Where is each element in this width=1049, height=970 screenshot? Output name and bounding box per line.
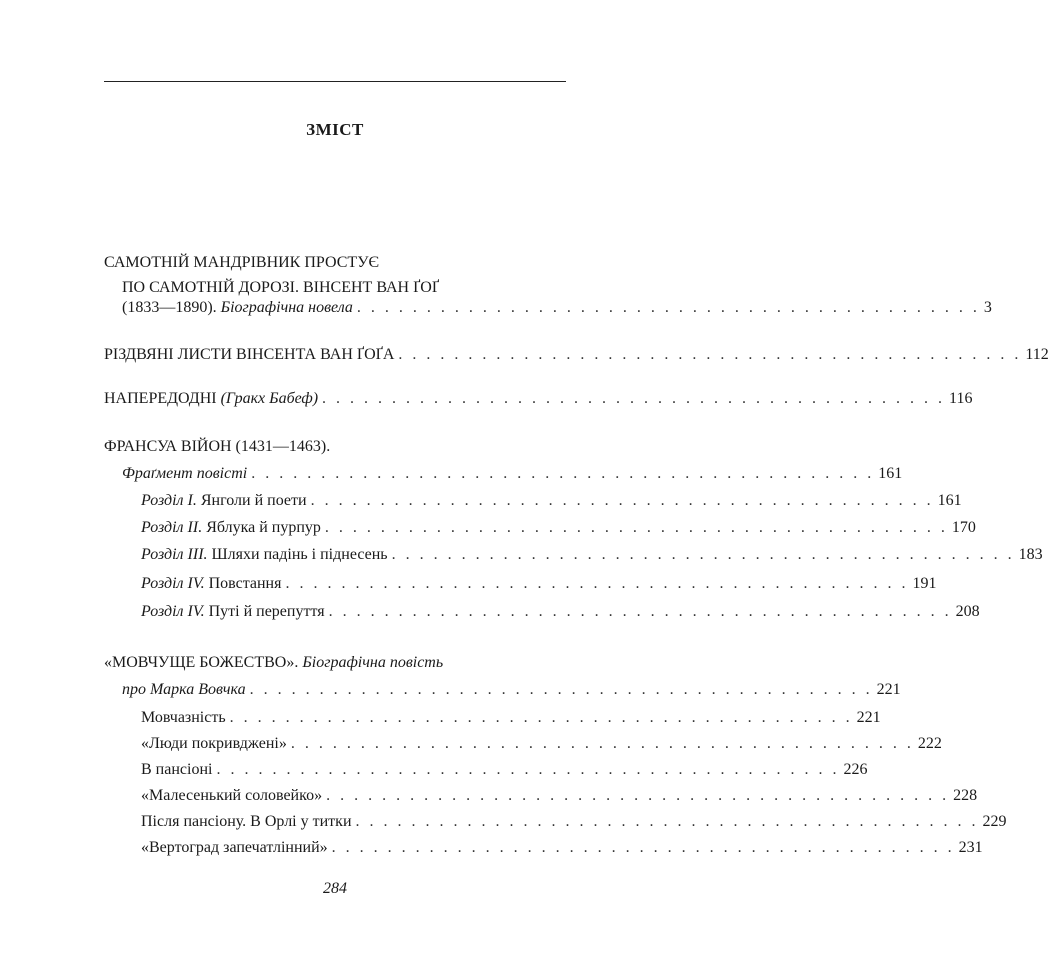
toc-entry[interactable] bbox=[122, 298, 992, 318]
leader-dots: . . . . . . . . . . . . . . . . . . . . . . . . . . . . . . . . . . . . . . . . . . . . . bbox=[355, 813, 979, 830]
leader-dots: . . . . . . . . . . . . . . . . . . . . . . . . . . . . . . . . . . . . . . . . . . . . . bbox=[249, 681, 873, 698]
leader-dots: . . . . . . . . . . . . . . . . . . . . . . . . . . . . . . . . . . . . . . . . . . . . . bbox=[331, 839, 955, 856]
toc-entry-title: Розділ IV. Повстання bbox=[141, 575, 282, 592]
page-number: 226 bbox=[843, 761, 868, 778]
page-title: ЗМІСТ bbox=[306, 120, 364, 139]
toc-entry-line: «МОВЧУЩЕ БОЖЕСТВО». Біографічна повість bbox=[104, 654, 444, 671]
toc-entry[interactable] bbox=[122, 464, 903, 484]
page-number: 170 bbox=[951, 519, 976, 536]
toc-entry[interactable] bbox=[104, 389, 973, 409]
toc-entry[interactable] bbox=[122, 680, 901, 700]
page-number: 112 bbox=[1025, 346, 1049, 363]
toc-entry[interactable] bbox=[141, 734, 942, 754]
page-folio: 284 bbox=[323, 880, 347, 897]
leader-dots: . . . . . . . . . . . . . . . . . . . . . . . . . . . . . . . . . . . . . . . . . . . . . bbox=[391, 546, 1015, 563]
toc-entry[interactable] bbox=[141, 760, 868, 780]
toc-entry-title: Фраґмент повісті bbox=[122, 465, 248, 482]
toc-entry-line: САМОТНІЙ МАНДРІВНИК ПРОСТУЄ bbox=[104, 254, 380, 271]
top-rule bbox=[104, 81, 566, 82]
leader-dots: . . . . . . . . . . . . . . . . . . . . . . . . . . . . . . . . . . . . . . . . . . . . . bbox=[216, 761, 840, 778]
toc-entry-title: Розділ ІІ. Яблука й пурпур bbox=[141, 519, 321, 536]
toc-entry[interactable] bbox=[104, 345, 1049, 365]
page-number: 208 bbox=[955, 603, 980, 620]
page-number: 161 bbox=[937, 492, 962, 509]
toc-entry-title: РІЗДВЯНІ ЛИСТИ ВІНСЕНТА ВАН ҐОҐА bbox=[104, 346, 395, 363]
leader-dots: . . . . . . . . . . . . . . . . . . . . . . . . . . . . . . . . . . . . . . . . . . . . . bbox=[328, 603, 952, 620]
leader-dots: . . . . . . . . . . . . . . . . . . . . . . . . . . . . . . . . . . . . . . . . . . . . . bbox=[324, 519, 948, 536]
toc-entry[interactable] bbox=[141, 708, 881, 728]
page-number: 229 bbox=[982, 813, 1007, 830]
toc-entry-title: Після пансіону. В Орлі у титки bbox=[141, 813, 352, 830]
toc-entry[interactable] bbox=[141, 602, 980, 622]
toc-entry-title: Розділ І. Янголи й поети bbox=[141, 492, 307, 509]
page-number: 191 bbox=[912, 575, 937, 592]
toc-entry[interactable] bbox=[141, 518, 976, 538]
toc-entry-title: «Люди покривджені» bbox=[141, 735, 287, 752]
leader-dots: . . . . . . . . . . . . . . . . . . . . . . . . . . . . . . . . . . . . . . . . . . . . . bbox=[229, 709, 853, 726]
toc-entry[interactable] bbox=[141, 786, 978, 806]
leader-dots: . . . . . . . . . . . . . . . . . . . . . . . . . . . . . . . . . . . . . . . . . . . . . bbox=[356, 299, 980, 316]
toc-entry-title: (1833—1890). Біографічна новела bbox=[122, 299, 353, 316]
toc-entry[interactable] bbox=[141, 812, 1007, 832]
toc-entry[interactable] bbox=[141, 838, 983, 858]
page-number: 228 bbox=[953, 787, 978, 804]
toc-entry-title: про Марка Вовчка bbox=[122, 681, 246, 698]
toc-entry-title: Мовчазність bbox=[141, 709, 226, 726]
toc-entry-title: НАПЕРЕДОДНІ (Гракх Бабеф) bbox=[104, 390, 319, 407]
toc-entry[interactable] bbox=[141, 491, 962, 511]
page-number: 183 bbox=[1018, 546, 1043, 563]
leader-dots: . . . . . . . . . . . . . . . . . . . . . . . . . . . . . . . . . . . . . . . . . . . . . bbox=[398, 346, 1022, 363]
leader-dots: . . . . . . . . . . . . . . . . . . . . . . . . . . . . . . . . . . . . . . . . . . . . . bbox=[285, 575, 909, 592]
toc-entry-title: В пансіоні bbox=[141, 761, 213, 778]
toc-entry[interactable] bbox=[141, 545, 1043, 565]
toc-entry[interactable] bbox=[141, 574, 937, 594]
leader-dots: . . . . . . . . . . . . . . . . . . . . . . . . . . . . . . . . . . . . . . . . . . . . . bbox=[326, 787, 950, 804]
leader-dots: . . . . . . . . . . . . . . . . . . . . . . . . . . . . . . . . . . . . . . . . . . . . . bbox=[251, 465, 875, 482]
toc-entry-title: Розділ ІІІ. Шляхи падінь і піднесень bbox=[141, 546, 388, 563]
page-number: 231 bbox=[958, 839, 983, 856]
page-number: 221 bbox=[876, 681, 901, 698]
toc-entry-line: ФРАНСУА ВІЙОН (1431—1463). bbox=[104, 438, 331, 455]
page-number: 221 bbox=[856, 709, 881, 726]
leader-dots: . . . . . . . . . . . . . . . . . . . . . . . . . . . . . . . . . . . . . . . . . . . . . bbox=[310, 492, 934, 509]
toc-entry-title: «Вертоград запечатлінний» bbox=[141, 839, 328, 856]
page-number: 3 bbox=[983, 299, 992, 316]
page-number: 161 bbox=[878, 465, 903, 482]
toc-entry-title: «Малесенький соловейко» bbox=[141, 787, 323, 804]
toc-entry-title: Розділ IV. Путі й перепуття bbox=[141, 603, 325, 620]
page-number: 116 bbox=[949, 390, 973, 407]
leader-dots: . . . . . . . . . . . . . . . . . . . . . . . . . . . . . . . . . . . . . . . . . . . . . bbox=[322, 390, 946, 407]
toc-entry-line: ПО САМОТНІЙ ДОРОЗІ. ВІНСЕНТ ВАН ҐОҐ bbox=[122, 279, 440, 296]
leader-dots: . . . . . . . . . . . . . . . . . . . . . . . . . . . . . . . . . . . . . . . . . . . . . bbox=[290, 735, 914, 752]
page-number: 222 bbox=[917, 735, 942, 752]
